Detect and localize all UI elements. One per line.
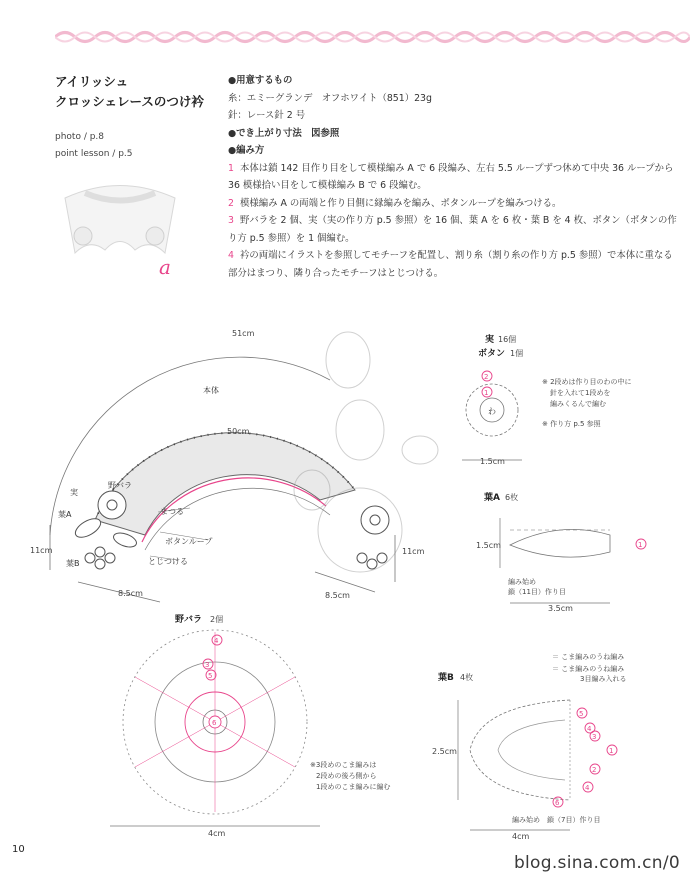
fruit-note-1: ※ 2段めは作り目のわの中に xyxy=(542,378,632,386)
photo-mark-a: a xyxy=(159,255,171,279)
rose-chart xyxy=(110,612,420,842)
button-count: 1個 xyxy=(510,349,524,358)
rose-row-5: 5 xyxy=(208,672,213,680)
fruit-width: 1.5cm xyxy=(480,457,505,466)
right-motif-cluster xyxy=(294,332,438,572)
leaf-a-width: 3.5cm xyxy=(548,604,573,613)
leaf-a-row-1: 1 xyxy=(638,541,643,549)
step-text: 野バラを 2 個、実（実の作り方 p.5 参照）を 16 個、葉 A を 6 枚・葉 B を 4 枚、ボタン（ボタンの作り方 p.5 参照）を 1 個編む。 xyxy=(228,215,677,244)
page-number: 10 xyxy=(12,844,25,855)
step-number: 3 xyxy=(228,215,234,226)
yarn-spec: 糸：エミーグランデ オフホワイト（851）23g xyxy=(228,92,432,104)
fruit-label: 実 xyxy=(70,488,78,497)
button-loop-label: ボタンループ xyxy=(165,537,213,546)
inner-width-label: 50cm xyxy=(227,427,250,436)
rose-label: 野バラ xyxy=(108,481,132,490)
leaf-b-height: 2.5cm xyxy=(432,747,457,756)
step-number: 4 xyxy=(228,250,234,261)
step-number: 1 xyxy=(228,162,234,174)
leaf-a-label: 葉A xyxy=(58,510,72,519)
leaf-b-chart xyxy=(430,650,685,845)
button-title: ボタン xyxy=(478,349,506,359)
leaf-b-title: 葉B xyxy=(438,673,454,683)
leaf-b-row-4: 4 xyxy=(587,725,592,733)
step-text: 模様編み A の両端と作り目側に縁編みを編み、ボタンループを編みつける。 xyxy=(239,197,562,209)
body-label: 本体 xyxy=(203,386,219,395)
instruction-step xyxy=(228,247,678,282)
rose-row-3: 3 xyxy=(205,661,210,669)
leaf-b-width: 4cm xyxy=(512,832,530,841)
leaf-b-row-4b: 4 xyxy=(585,784,590,792)
leaf-a-count: 6枚 xyxy=(505,493,519,502)
instruction-step xyxy=(228,212,678,247)
attach-label: とじつける xyxy=(148,557,188,566)
instruction-step xyxy=(228,195,678,213)
leaf-b-count: 4枚 xyxy=(460,673,474,682)
leaf-b-row-2: 2 xyxy=(592,766,597,774)
rose-row-6: 6 xyxy=(212,719,217,727)
leaf-b-row-6: 6 xyxy=(555,799,560,807)
side-right-label: 11cm xyxy=(402,547,425,556)
leaf-b-row-3: 3 xyxy=(592,733,597,741)
leaf-b-outline xyxy=(470,700,570,800)
sew-label: まつる xyxy=(160,507,184,516)
button-note: ※ 作り方 p.5 参照 xyxy=(542,420,601,428)
materials-section xyxy=(228,72,678,282)
end-left-label: 8.5cm xyxy=(118,589,143,598)
fruit-row-2: 2 xyxy=(484,373,489,381)
rose-row-4: 4 xyxy=(214,637,219,645)
step-text: 本体は鎖 142 目作り目をして模様編み A で 6 段編み、左右 5.5 ループずつ休めて中央 36 ループから 36 模様拾い目をして模様編み B で 6 段編む。 xyxy=(228,162,674,191)
leaf-b-start: 編み始め 鎖（7目）作り目 xyxy=(512,816,601,824)
end-right-label: 8.5cm xyxy=(325,591,350,600)
leaf-a-outline xyxy=(510,529,610,557)
lesson-reference: point lesson / p.5 xyxy=(55,149,133,159)
fruit-ring-mark: わ xyxy=(488,407,496,416)
fruit-chart xyxy=(450,330,685,470)
step-number: 2 xyxy=(228,197,234,209)
fruit-row-1: 1 xyxy=(484,389,489,397)
leaf-b-legend-3: 3目編み入れる xyxy=(580,675,627,683)
fruit-note-3: 編みくるんで編む xyxy=(550,400,606,408)
fruit-count: 16個 xyxy=(498,335,517,344)
instruction-step xyxy=(228,160,678,195)
page-references xyxy=(55,129,133,163)
leaf-b-legend-1: ＝ こま編みのうね編み xyxy=(552,653,625,661)
outer-width-label: 51cm xyxy=(232,329,255,338)
rose-note-2: 2段めの後ろ側から xyxy=(316,772,377,780)
rose-note-1: ※3段めのこま編みは xyxy=(310,761,377,769)
watermark: blog.sina.com.cn/0 xyxy=(513,853,680,873)
left-fruit xyxy=(85,553,95,563)
size-heading: ●でき上がり寸法 図参照 xyxy=(228,127,340,139)
side-left-label: 11cm xyxy=(30,546,53,555)
materials-heading: ●用意するもの xyxy=(228,75,293,86)
leaf-b-row-5: 5 xyxy=(579,710,584,718)
pattern-title-line1: アイリッシュ xyxy=(55,74,129,89)
fruit-title: 実 xyxy=(485,335,495,345)
photo-reference: photo / p.8 xyxy=(55,132,105,142)
leaf-b-label: 葉B xyxy=(66,559,80,568)
header-ribbon-ornament xyxy=(55,26,690,48)
collar-body-shape xyxy=(95,433,355,535)
collar-diagram xyxy=(30,320,450,610)
leaf-a-chart xyxy=(470,490,685,615)
step-text: 衿の両端にイラストを参照してモチーフを配置し、割り糸（割り糸の作り方 p.5 参照）で本体に重なる部分はまつり、隣り合ったモチーフはとじつける。 xyxy=(228,250,673,279)
leaf-b-legend-2: ＝ こま編みのうね編み xyxy=(552,665,625,673)
rose-title: 野バラ xyxy=(175,615,203,625)
fruit-note-2: 針を入れて1段めを xyxy=(550,389,611,397)
rose-count: 2個 xyxy=(210,615,224,624)
leaf-a-start-2: 鎖（11目）作り目 xyxy=(508,588,566,596)
leaf-a-height: 1.5cm xyxy=(476,541,501,550)
pattern-title-line2: クロッシェレースのつけ衿 xyxy=(55,94,204,109)
method-heading: ●編み方 xyxy=(228,145,265,156)
pattern-title xyxy=(55,72,204,112)
needle-spec: 針：レース針 2 号 xyxy=(228,110,306,121)
rose-width: 4cm xyxy=(208,829,226,838)
leaf-a-title: 葉A xyxy=(484,493,500,503)
leaf-b-row-1: 1 xyxy=(609,747,614,755)
rose-note-3: 1段めのこま編みに編む xyxy=(316,783,391,791)
leaf-a-start-1: 編み始め xyxy=(508,578,536,586)
